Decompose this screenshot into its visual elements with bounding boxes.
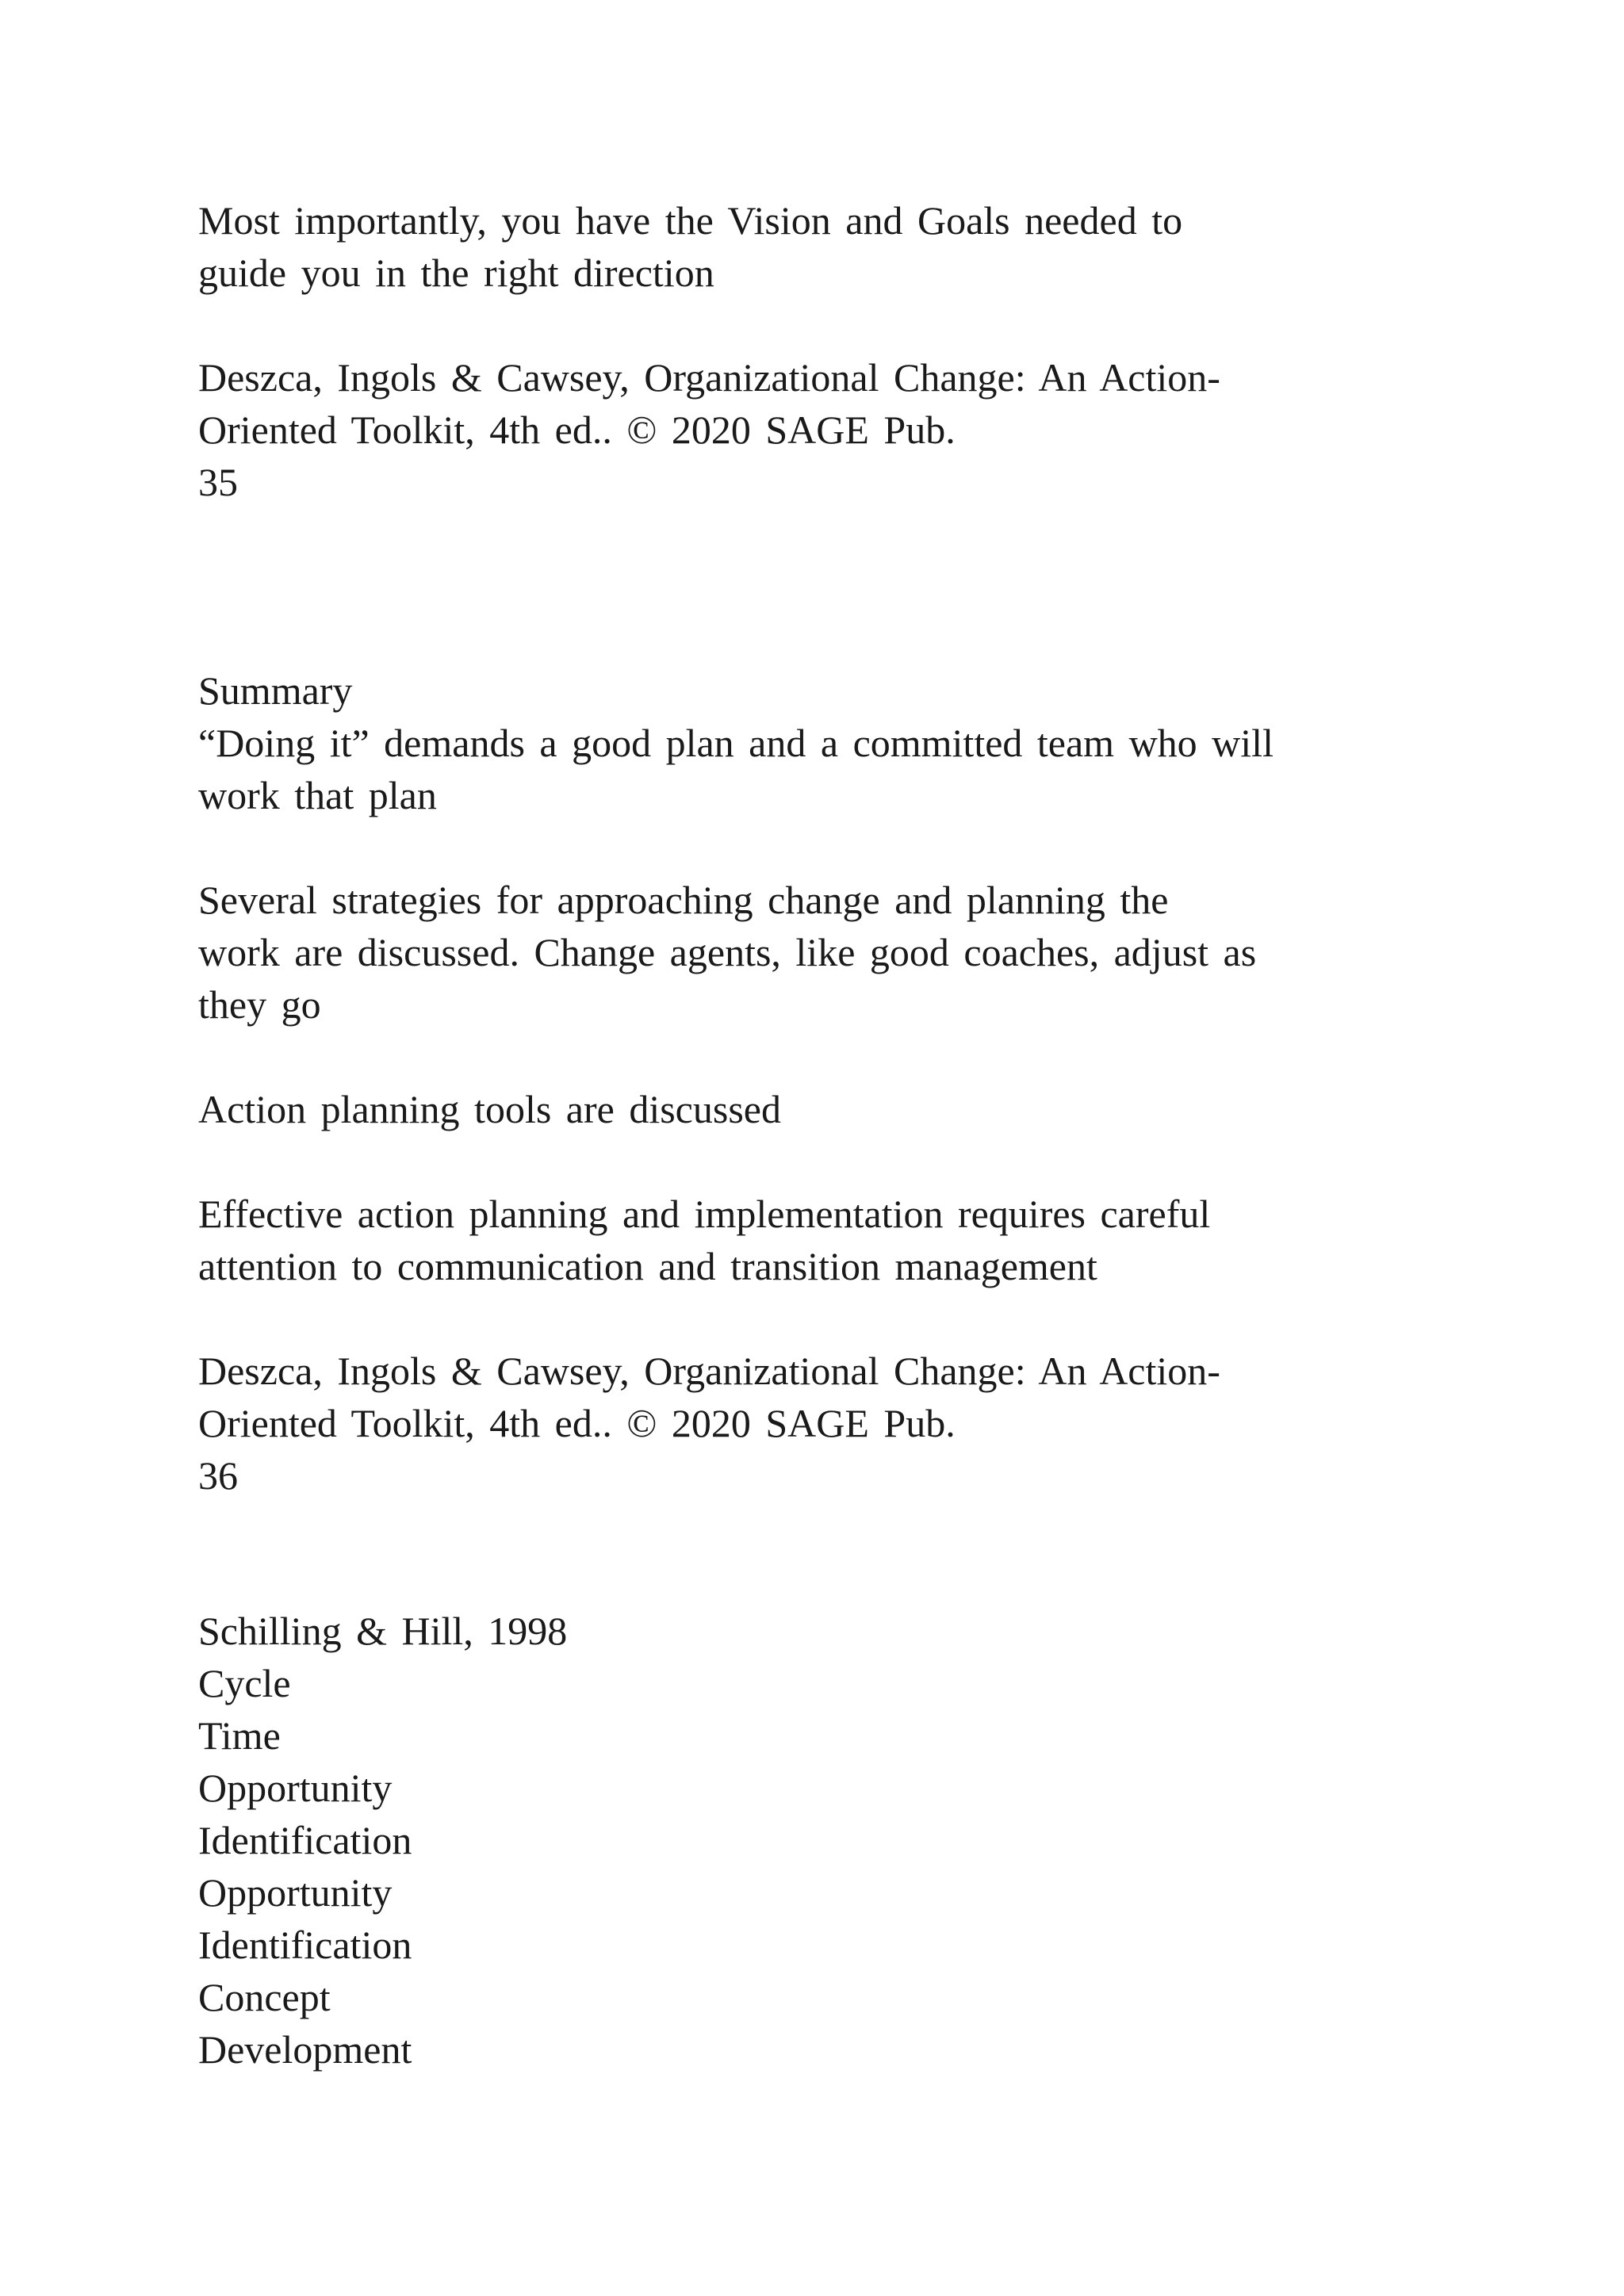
slide36-bullet-4-line-1: Effective action planning and implementation requires careful xyxy=(198,1192,1211,1236)
slide36-citation-line-1: Deszca, Ingols & Cawsey, Organizational Change: An Action- xyxy=(198,1349,1220,1393)
slide35-page-number: 35 xyxy=(198,460,238,504)
slide35-body-line-2: guide you in the right direction xyxy=(198,251,714,295)
slide36-bullet-2-line-2: work are discussed. Change agents, like good coaches, adjust as xyxy=(198,930,1257,974)
slide36-bullet-2-line-3: they go xyxy=(198,982,321,1027)
slide37-label-time: Time xyxy=(198,1713,281,1758)
slide37-label-identification-1: Identification xyxy=(198,1818,412,1862)
slide36-bullet-3: Action planning tools are discussed xyxy=(198,1087,781,1131)
slide35-citation-line-2: Oriented Toolkit, 4th ed.. © 2020 SAGE Pub. xyxy=(198,408,956,452)
slide37-label-opportunity-1: Opportunity xyxy=(198,1766,393,1810)
slide37-label-concept: Concept xyxy=(198,1975,331,2019)
slide37-label-cycle: Cycle xyxy=(198,1661,291,1705)
slide35-citation-line-1: Deszca, Ingols & Cawsey, Organizational Change: An Action- xyxy=(198,355,1220,400)
slide36-bullet-2-line-1: Several strategies for approaching change and planning the xyxy=(198,878,1169,922)
slide37-label-identification-2: Identification xyxy=(198,1923,412,1967)
slide35-body-line-1: Most importantly, you have the Vision and Goals needed to xyxy=(198,198,1183,243)
slide36-citation-line-2: Oriented Toolkit, 4th ed.. © 2020 SAGE Pub. xyxy=(198,1401,956,1445)
slide37-source: Schilling & Hill, 1998 xyxy=(198,1609,568,1653)
slide37-label-development: Development xyxy=(198,2027,412,2072)
slide36-bullet-1-line-2: work that plan xyxy=(198,773,437,817)
slide36-title: Summary xyxy=(198,668,353,713)
slide36-page-number: 36 xyxy=(198,1453,238,1498)
slide36-bullet-1-line-1: “Doing it” demands a good plan and a committed team who will xyxy=(198,721,1274,765)
slide37-label-opportunity-2: Opportunity xyxy=(198,1870,393,1915)
slide36-bullet-4-line-2: attention to communication and transition management xyxy=(198,1244,1097,1288)
